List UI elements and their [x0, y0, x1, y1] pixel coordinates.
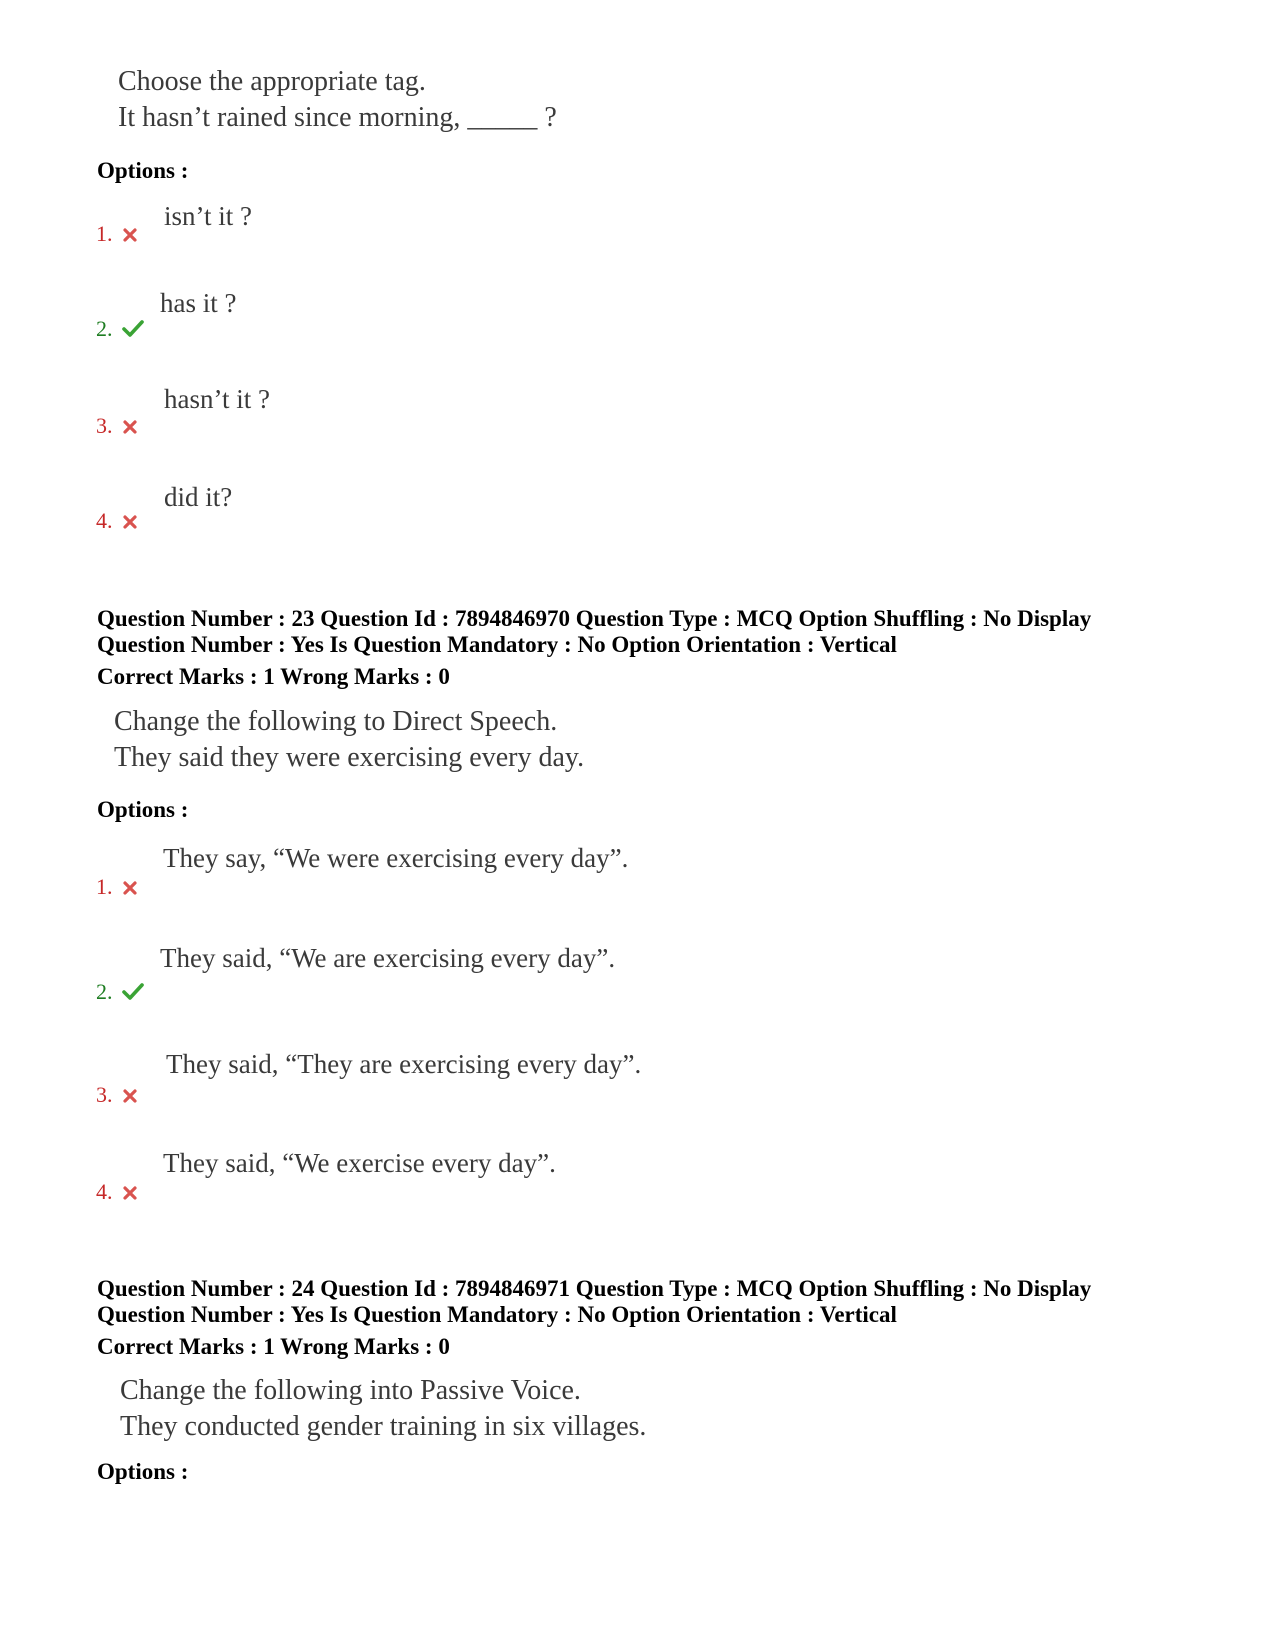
option-number: 1. — [96, 874, 113, 899]
q23-option-1-text: They say, “We were exercising every day”. — [163, 843, 629, 873]
q22-prompt-line1: Choose the appropriate tag. — [118, 66, 426, 97]
q24-header-line2: Question Number : Yes Is Question Mandatory : No Option Orientation : Vertical — [97, 1302, 897, 1327]
option-number: 3. — [96, 413, 113, 438]
q23-header-line2: Question Number : Yes Is Question Mandatory : No Option Orientation : Vertical — [97, 632, 897, 657]
q23-option-1-number — [96, 874, 138, 902]
q22-option-1-text: isn’t it ? — [164, 201, 253, 231]
q22-option-4-number — [96, 508, 138, 536]
cross-icon — [122, 876, 138, 902]
q23-option-3-text: They said, “They are exercising every day”. — [166, 1049, 642, 1079]
q23-prompt — [114, 704, 584, 776]
q23-marks: Correct Marks : 1 Wrong Marks : 0 — [97, 664, 450, 689]
q22-option-3-number — [96, 413, 138, 441]
option-number: 2. — [96, 316, 113, 341]
q24-options-label: Options : — [97, 1459, 189, 1484]
q22-options-label: Options : — [97, 158, 189, 183]
check-icon — [122, 318, 144, 344]
option-number: 2. — [96, 979, 113, 1004]
q22-option-3-text: hasn’t it ? — [164, 384, 270, 414]
q22-prompt-line2: It hasn’t rained since morning, _____ ? — [118, 102, 557, 133]
option-number: 3. — [96, 1082, 113, 1107]
q23-option-4-number — [96, 1179, 138, 1207]
q23-option-2-number — [96, 979, 144, 1007]
cross-icon — [122, 1181, 138, 1207]
q22-option-2-number — [96, 316, 144, 344]
cross-icon — [122, 510, 138, 536]
q24-header-line1: Question Number : 24 Question Id : 7894846971 Question Type : MCQ Option Shuffling : No Display — [97, 1276, 1092, 1301]
option-number: 4. — [96, 1179, 113, 1204]
cross-icon — [122, 415, 138, 441]
q22-option-2-text: has it ? — [160, 288, 237, 318]
q23-prompt-line1: Change the following to Direct Speech. — [114, 706, 558, 737]
q24-header — [97, 1276, 1091, 1328]
q23-header — [97, 606, 1091, 658]
q22-option-1-number — [96, 221, 138, 249]
q22-option-4-text: did it? — [164, 482, 233, 512]
check-icon — [122, 981, 144, 1007]
q23-header-line1: Question Number : 23 Question Id : 7894846970 Question Type : MCQ Option Shuffling : No Display — [97, 606, 1092, 631]
q24-prompt — [120, 1373, 646, 1445]
q23-option-2-text: They said, “We are exercising every day”. — [160, 943, 616, 973]
option-number: 1. — [96, 221, 113, 246]
cross-icon — [122, 1084, 138, 1110]
q23-options-label: Options : — [97, 797, 189, 822]
q24-prompt-line1: Change the following into Passive Voice. — [120, 1375, 581, 1406]
cross-icon — [122, 223, 138, 249]
q23-option-3-number — [96, 1082, 138, 1110]
q24-marks: Correct Marks : 1 Wrong Marks : 0 — [97, 1334, 450, 1359]
q24-prompt-line2: They conducted gender training in six villages. — [120, 1411, 647, 1442]
q23-prompt-line2: They said they were exercising every day. — [114, 742, 585, 773]
q22-prompt — [118, 64, 557, 136]
q23-option-4-text: They said, “We exercise every day”. — [163, 1148, 556, 1178]
option-number: 4. — [96, 508, 113, 533]
